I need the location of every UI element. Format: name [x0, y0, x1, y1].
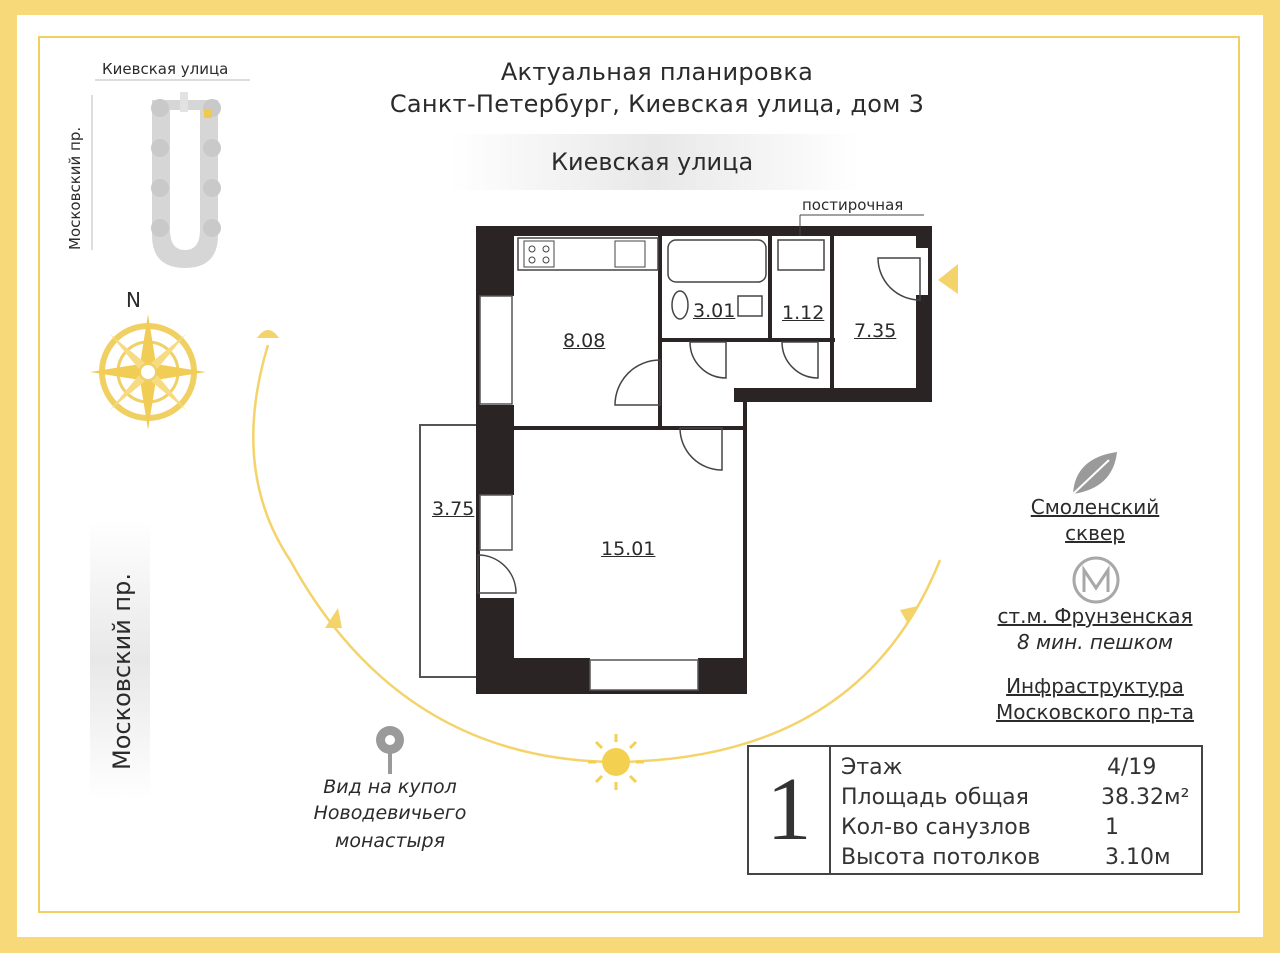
room-area-kitchen: 8.08 [563, 330, 606, 352]
ceiling-height-label: Высота потолков [841, 845, 1041, 870]
room-area-laundry: 1.12 [782, 302, 825, 324]
bathrooms-label: Кол-во санузлов [841, 815, 1031, 840]
metro-station: ст.м. Фрунзенская [997, 604, 1193, 628]
title-line-2: Санкт-Петербург, Киевская улица, дом 3 [389, 90, 925, 118]
total-area-value: 38.32м² [1101, 785, 1190, 810]
street-label-top: Киевская улица [551, 148, 754, 176]
site-map [92, 80, 250, 268]
title-line-1: Актуальная планировка [500, 58, 814, 86]
room-area-bathroom: 3.01 [693, 300, 736, 322]
view-note-line-3: монастыря [334, 830, 446, 852]
room-area-hallway: 7.35 [854, 320, 897, 342]
park-name-line-2: сквер [1065, 521, 1125, 545]
entrance-arrow [938, 264, 958, 294]
compass-north-label: N [126, 288, 141, 312]
bathrooms-value: 1 [1105, 815, 1119, 840]
metro-walk-time: 8 мин. пешком [1016, 630, 1174, 654]
view-note-line-2: Новодевичьего [313, 802, 467, 824]
room-area-living-room: 15.01 [601, 538, 656, 560]
compass-icon [90, 314, 206, 430]
infrastructure-line-1: Инфраструктура [1006, 674, 1184, 698]
floor-plan [420, 215, 930, 692]
ceiling-height-value: 3.10м [1105, 845, 1171, 870]
infrastructure-line-2: Московского пр-та [996, 700, 1194, 724]
map-street-top: Киевская улица [102, 60, 229, 78]
room-area-balcony: 3.75 [432, 498, 475, 520]
total-area-label: Площадь общая [841, 785, 1029, 810]
park-name-line-1: Смоленский [1030, 495, 1160, 519]
summary-divider [829, 747, 831, 873]
laundry-caption: постирочная [802, 196, 904, 214]
pin-icon [376, 726, 404, 774]
floor-value: 4/19 [1107, 755, 1157, 780]
rooms-count: 1 [766, 760, 812, 859]
metro-icon [1074, 558, 1118, 602]
balcony-outline [420, 425, 478, 677]
map-street-side: Московский пр. [66, 126, 84, 250]
leaf-icon [1073, 452, 1117, 494]
street-label-side: Московский пр. [108, 573, 136, 770]
floor-label: Этаж [841, 755, 903, 780]
view-note-line-1: Вид на купол [323, 776, 457, 798]
summary-box [747, 745, 1203, 875]
